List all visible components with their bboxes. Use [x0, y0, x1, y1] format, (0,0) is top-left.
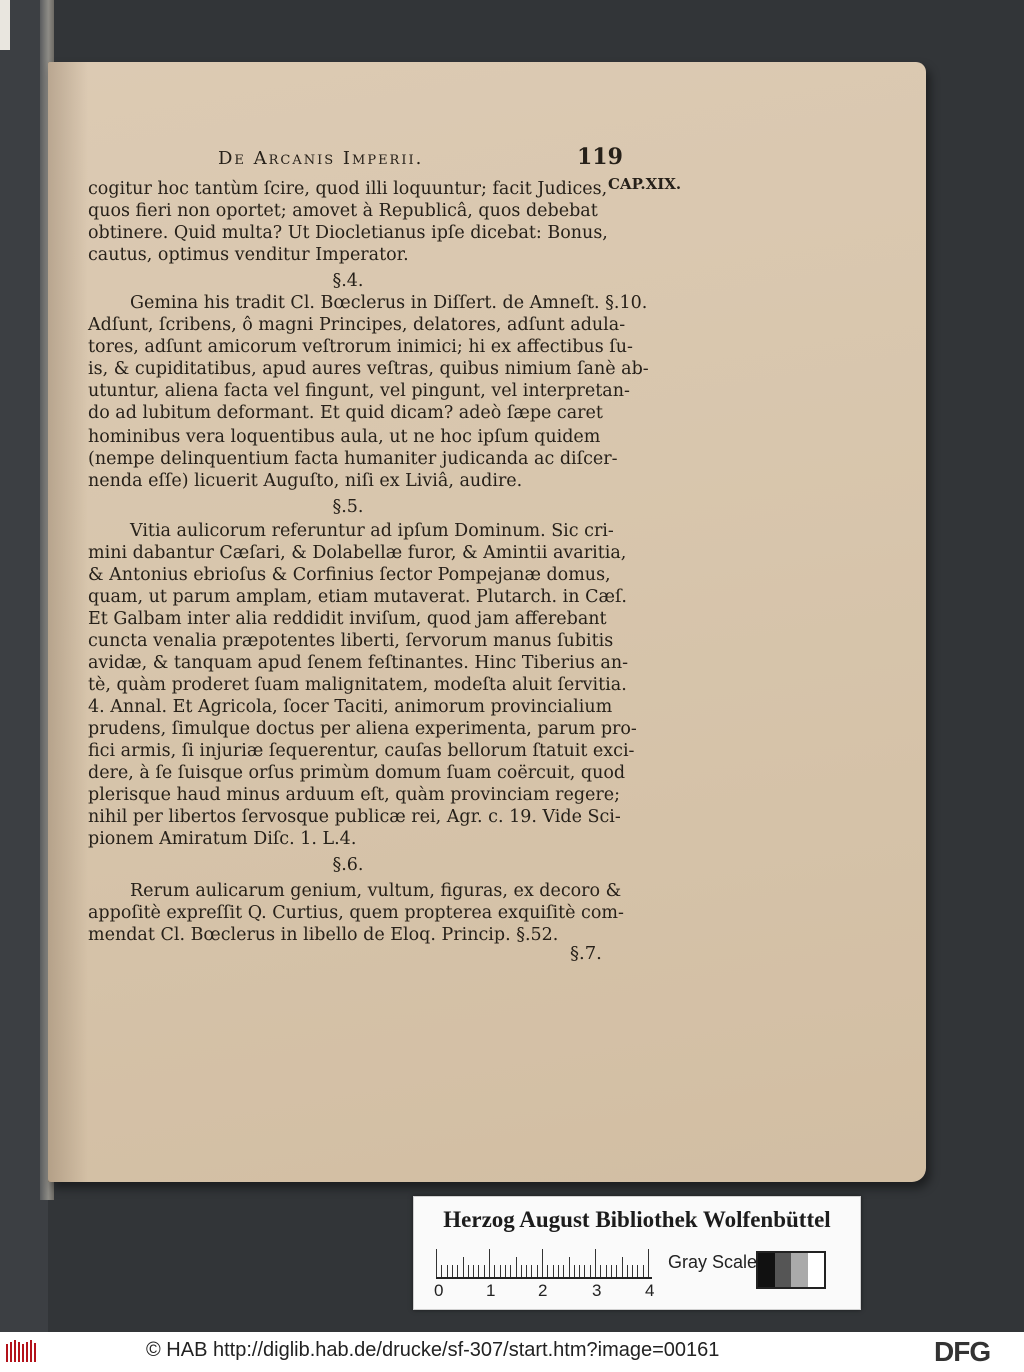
ruler-tick	[584, 1265, 585, 1277]
library-color-card	[413, 1196, 861, 1310]
text-line: hominibus vera loquentibus aula, ut ne hoc ipſum quidem	[88, 427, 601, 447]
ruler-tick	[558, 1265, 559, 1277]
text-line: nenda eſſe) licuerit Auguſto, niſi ex Liviâ, audire.	[88, 471, 523, 491]
text-line: avidæ, & tanquam apud ſenem feſtinantes. Hinc Tiberius an-	[88, 653, 629, 673]
ruler-tick	[627, 1265, 628, 1277]
ruler-tick	[447, 1265, 448, 1277]
running-head: De Arcanis Imperii.	[218, 148, 424, 169]
ruler-scale	[436, 1247, 652, 1279]
ruler-tick	[648, 1249, 649, 1277]
page-gutter-shadow	[48, 62, 88, 1182]
ruler-tick	[531, 1265, 532, 1277]
ruler-tick	[510, 1265, 511, 1277]
scale-number: 3	[592, 1281, 602, 1300]
viewer-footer	[0, 1332, 1024, 1372]
section-heading: §.4.	[332, 271, 364, 291]
dfg-logo: DFG	[934, 1336, 991, 1367]
text-line: appoſitè expreſſit Q. Curtius, quem propterea exquiſitè com-	[88, 903, 624, 923]
section-heading: §.6.	[332, 855, 364, 875]
ruler-tick	[579, 1265, 580, 1277]
ruler-tick	[516, 1257, 517, 1277]
gray-scale-swatch	[756, 1251, 826, 1289]
ruler-tick	[569, 1257, 570, 1277]
text-line: & Antonius ebrioſus & Corfinius ſector Pompejanæ domus,	[88, 565, 611, 585]
text-line: cogitur hoc tantùm ſcire, quod illi loquuntur; facit Judices,	[88, 179, 608, 199]
text-line: Adſunt, ſcribens, ô magni Principes, delatores, adſunt adula-	[88, 315, 626, 335]
text-line: Gemina his tradit Cl. Bœclerus in Diſſert. de Amneſt. §.10.	[130, 293, 648, 313]
ruler-tick	[637, 1265, 638, 1277]
text-line: do ad lubitum deformant. Et quid dicam? adeò ſæpe caret	[88, 403, 603, 423]
text-line: 4. Annal. Et Agricola, ſocer Taciti, animorum provincialium	[88, 697, 613, 717]
text-line: Vitia aulicorum referuntur ad ipſum Dominum. Sic cri-	[130, 521, 614, 541]
chapter-margin-note: CAP.XIX.	[608, 175, 682, 193]
left-corner-mark	[0, 0, 10, 50]
ruler-tick	[643, 1265, 644, 1277]
text-line: dere, à ſe ſuisque orſus primùm domum ſuam coërcuit, quod	[88, 763, 626, 783]
catchword: §.7.	[570, 943, 602, 964]
text-line: obtinere. Quid multa? Ut Diocletianus ipſe dicebat: Bonus,	[88, 223, 608, 243]
text-line: pionem Amiratum Diſc. 1. L.4.	[88, 829, 357, 849]
ruler-tick	[547, 1265, 548, 1277]
text-line: mini dabantur Cæſari, & Dolabellæ furor, & Amintii avaritia,	[88, 543, 627, 563]
ruler-tick	[526, 1265, 527, 1277]
text-line: quos fieri non oportet; amovet à Republicâ, quos debebat	[88, 201, 598, 221]
ruler-tick	[622, 1257, 623, 1277]
ruler-tick	[494, 1265, 495, 1277]
text-line: Et Galbam inter alia reddidit inviſum, quod jam afferebant	[88, 609, 607, 629]
gray-scale-label: Gray Scale	[668, 1252, 758, 1272]
ruler-tick	[473, 1265, 474, 1277]
ruler-tick	[553, 1265, 554, 1277]
scale-number: 1	[486, 1281, 496, 1300]
text-line: utuntur, aliena facta vel fingunt, vel pingunt, vel interpretan-	[88, 381, 630, 401]
ruler-tick	[563, 1265, 564, 1277]
text-line: cautus, optimus venditur Imperator.	[88, 245, 409, 265]
ruler-tick	[484, 1265, 485, 1277]
library-name: Herzog August Bibliothek Wolfenbüttel	[443, 1207, 831, 1232]
text-line: mendat Cl. Bœclerus in libello de Eloq. Princip. §.52.	[88, 925, 559, 945]
ruler-tick	[505, 1265, 506, 1277]
ruler-tick	[441, 1265, 442, 1277]
text-line: Rerum aulicarum genium, vultum, figuras, ex decoro &	[130, 881, 622, 901]
ruler-tick	[590, 1265, 591, 1277]
text-line: plerisque haud minus arduum eſt, quàm provinciam regere;	[88, 785, 621, 805]
ruler-tick	[616, 1265, 617, 1277]
text-line: tè, quàm proderet ſuam malignitatem, modeſta aluit ſervitia.	[88, 675, 627, 695]
page-number: 119	[577, 144, 623, 170]
text-line: tores, adſunt amicorum veſtrorum inimici; hi ex affectibus ſu-	[88, 337, 633, 357]
text-line: nihil per libertos ſervosque publicæ rei, Agr. c. 19. Vide Sci-	[88, 807, 621, 827]
text-line: prudens, ſimulque doctus per aliena experimenta, parum pro-	[88, 719, 637, 739]
hab-logo-icon	[6, 1340, 40, 1368]
text-line: quam, ut parum amplam, etiam mutaverat. Plutarch. in Cæſ.	[88, 587, 627, 607]
ruler-tick	[600, 1265, 601, 1277]
ruler-tick	[436, 1249, 437, 1277]
ruler-tick	[606, 1265, 607, 1277]
ruler-tick	[537, 1265, 538, 1277]
ruler-tick	[521, 1265, 522, 1277]
ruler-tick	[457, 1265, 458, 1277]
ruler-tick	[489, 1249, 490, 1277]
ruler-tick	[574, 1265, 575, 1277]
ruler-tick	[542, 1249, 543, 1277]
section-heading: §.5.	[332, 497, 364, 517]
ruler-tick	[478, 1265, 479, 1277]
ruler-tick	[452, 1265, 453, 1277]
ruler-tick	[611, 1265, 612, 1277]
ruler-tick	[468, 1265, 469, 1277]
text-line: cuncta venalia præpotentes liberti, ſervorum manus ſubitis	[88, 631, 614, 651]
ruler-tick	[632, 1265, 633, 1277]
scale-number: 0	[434, 1281, 444, 1300]
text-line: is, & cupiditatibus, apud aures veſtras, quibus nimium ſanè ab-	[88, 359, 649, 379]
text-line: fici armis, ſi injuriæ ſequerentur, cauſas bellorum ſtatuit exci-	[88, 741, 635, 761]
scale-number: 4	[645, 1281, 655, 1300]
ruler-tick	[463, 1257, 464, 1277]
ruler-tick	[500, 1265, 501, 1277]
text-line: (nempe delinquentium facta humaniter judicanda ac diſcer-	[88, 449, 618, 469]
scale-number: 2	[538, 1281, 548, 1300]
copyright-link[interactable]: © HAB http://diglib.hab.de/drucke/sf-307/start.htm?image=00161	[146, 1339, 720, 1361]
ruler-tick	[595, 1249, 596, 1277]
